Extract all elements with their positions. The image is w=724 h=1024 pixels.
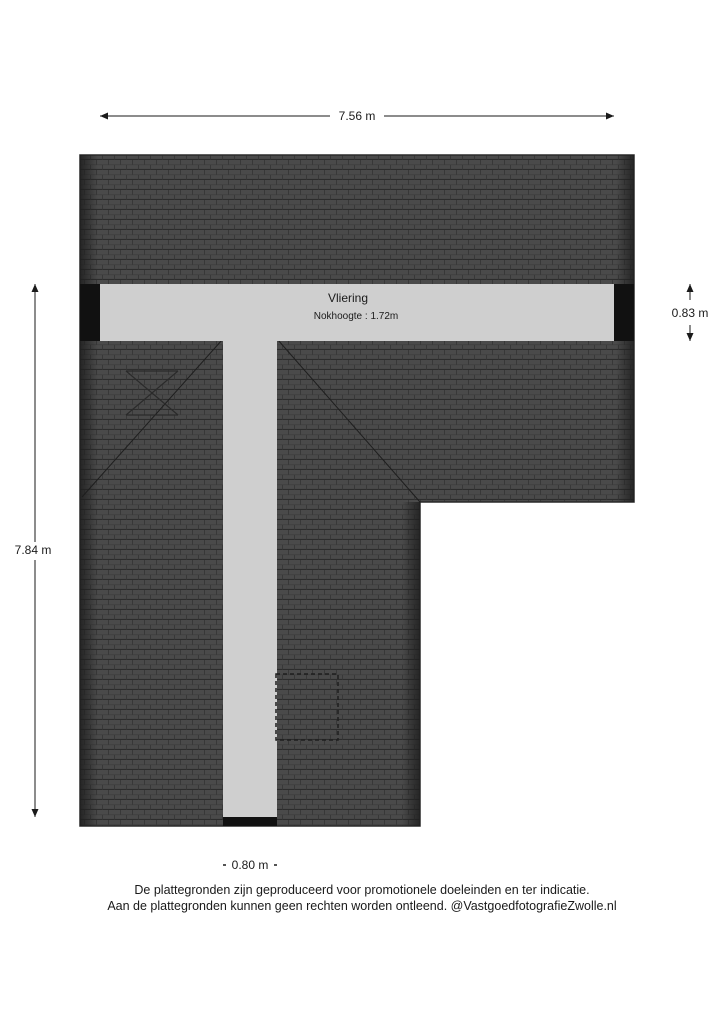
- room-ridge-height: Nokhoogte : 1.72m: [313, 311, 399, 322]
- dimension-height-label: 7.84 m: [14, 543, 52, 557]
- wall-bottom: [223, 817, 277, 826]
- roof: [80, 155, 634, 826]
- dimension-height: [15, 284, 52, 817]
- wall-right: [614, 284, 634, 341]
- disclaimer-line-1: De plattegronden zijn geproduceerd voor promotionele doeleinden en ter indicatie.: [134, 883, 590, 897]
- dimension-width-label: 7.56 m: [338, 109, 376, 123]
- room-name: Vliering: [327, 291, 369, 305]
- disclaimer: [0, 882, 724, 914]
- dimension-width: [100, 109, 614, 123]
- dimension-opening: [223, 858, 277, 872]
- disclaimer-line-2: Aan de plattegronden kunnen geen rechten worden ontleend. @VastgoedfotografieZwolle.nl: [107, 899, 617, 913]
- dimension-strip-label: 0.83 m: [671, 306, 709, 320]
- dimension-strip: [672, 284, 709, 341]
- wall-left: [80, 284, 100, 341]
- dimension-opening-label: 0.80 m: [231, 858, 269, 872]
